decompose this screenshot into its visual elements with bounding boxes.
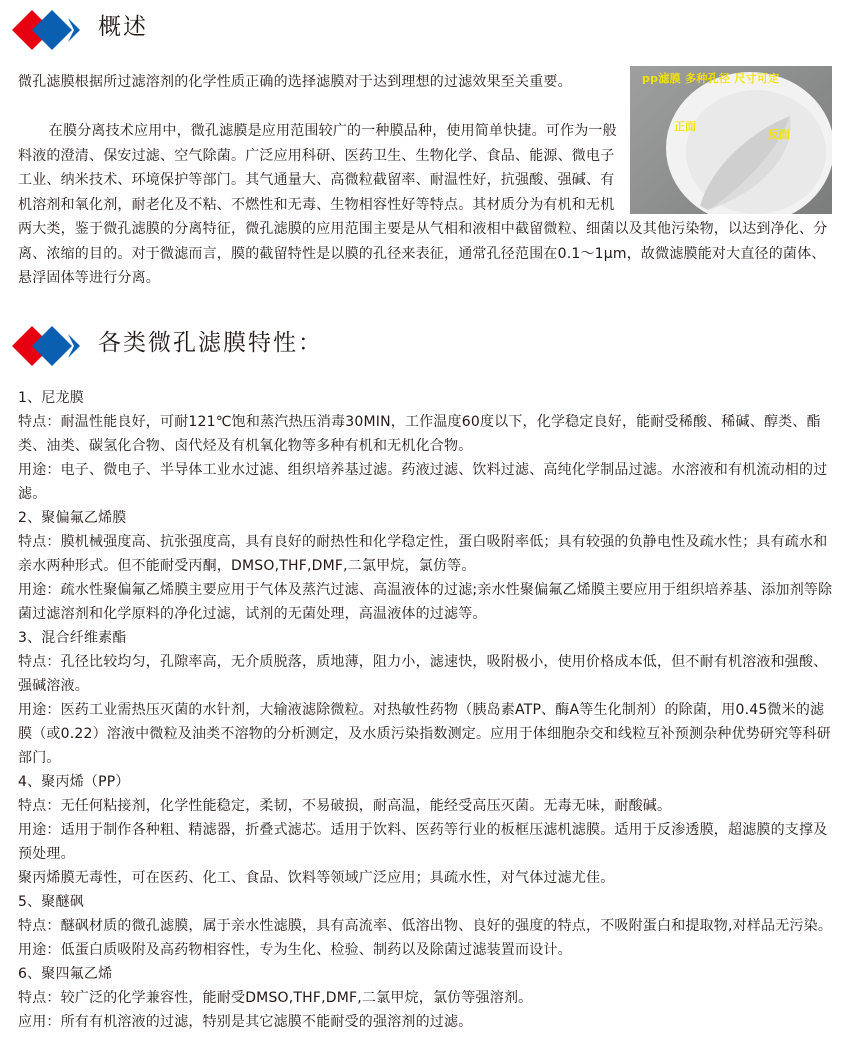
item-line: 特点：膜机械强度高、抗张强度高，具有良好的耐热性和化学稳定性，蛋白吸附率低；具有较强的负静电性及疏水性；具有疏水和亲水两种形式。但不能耐受丙酮，DMSO,THF,DMF,二氯甲烷，氯仿等。 bbox=[18, 534, 828, 574]
list-item bbox=[18, 962, 834, 1034]
item-title: 6、聚四氟乙烯 bbox=[18, 966, 113, 982]
label-front: 正面 bbox=[674, 120, 696, 133]
item-line: 用途：电子、微电子、半导体工业水过滤、组织培养基过滤。药液过滤、饮料过滤、高纯化学制品过滤。水溶液和有机流动相的过滤。 bbox=[18, 462, 828, 502]
item-line: 特点：醚砜材质的微孔滤膜，属于亲水性滤膜，具有高流率、低溶出物、良好的强度的特点，不吸附蛋白和提取物,对样品无污染。 bbox=[18, 918, 833, 934]
item-title: 1、尼龙膜 bbox=[18, 390, 84, 406]
item-title: 2、聚偏氟乙烯膜 bbox=[18, 510, 127, 526]
item-line: 应用：所有有机溶液的过滤，特别是其它滤膜不能耐受的强溶剂的过滤。 bbox=[18, 1014, 473, 1030]
item-line: 用途：医药工业需热压灭菌的水针剂，大输液滤除微粒。对热敏性药物（胰岛素ATP、酶A等生化制剂）的除菌，用0.45微米的滤膜（或0.22）溶液中微粒及油类不溶物的分析测定，及水质污染指数测定。应用于体细胞杂交和线粒互补预测杂种优势研究等科研部门。 bbox=[18, 702, 831, 766]
list-item bbox=[18, 626, 834, 770]
list-item bbox=[18, 770, 834, 890]
item-line: 特点：孔径比较均匀，孔隙率高，无介质脱落，质地薄，阻力小，滤速快，吸附极小，使用价格成本低，但不耐有机溶液和强酸、强碱溶液。 bbox=[18, 654, 828, 694]
membrane-illustration bbox=[630, 66, 832, 214]
list-item bbox=[18, 890, 834, 962]
item-line: 特点：无任何粘接剂，化学性能稳定，柔韧，不易破损，耐高温，能经受高压灭菌。无毒无味，耐酸碱。 bbox=[18, 798, 672, 814]
overview-body: 在膜分离技术应用中，微孔滤膜是应用范围较广的一种膜品种，使用简单快捷。可作为一般料液的澄清、保安过滤、空气除菌。广泛应用科研、医药卫生、生物化学、食品、能源、微电子工业、纳米技术、环境保护等部门。其气通量大、高微粒截留率、耐温性好，抗强酸、强碱、有机溶剂和氧化剂，耐老化及不粘、不燃性和无毒、生物相容性好等特点。其材质分为有机和无机两大类，鉴于微孔滤膜的分离特征，微孔滤膜的应用范围主要是从气相和液相中截留微粒、细菌以及其他污染物，以达到净化、分离、浓缩的目的。对于微滤而言，膜的截留特性是以膜的孔径来表征，通常孔径范围在0.1～1μm，故微滤膜能对大直径的菌体、悬浮固体等进行分离。 bbox=[18, 123, 828, 286]
item-line: 用途：疏水性聚偏氟乙烯膜主要应用于气体及蒸汽过滤、高温液体的过滤;亲水性聚偏氟乙烯膜主要应用于组织培养基、添加剂等除菌过滤溶剂和化学原料的净化过滤，试剂的无菌处理，高温液体的过滤等。 bbox=[18, 582, 833, 622]
item-line: 特点：较广泛的化学兼容性，能耐受DMSO,THF,DMF,二氯甲烷，氯仿等强溶剂。 bbox=[18, 990, 533, 1006]
section-title: 各类微孔滤膜特性： bbox=[98, 330, 323, 356]
membrane-photo bbox=[630, 66, 832, 214]
diamond-arrow-logo-icon bbox=[10, 324, 90, 368]
item-line: 特点：耐温性能良好，可耐121℃饱和蒸汽热压消毒30MIN，工作温度60度以下，化学稳定良好，能耐受稀酸、稀碱、醇类、酯类、油类、碳氢化合物、卤代烃及有机氧化物等多种有机和无机化合物。 bbox=[18, 414, 821, 454]
section-title: 概述 bbox=[98, 14, 148, 40]
item-line: 用途：低蛋白质吸附及高药物相容性，专为生化、检验、制药以及除菌过滤装置而设计。 bbox=[18, 942, 572, 958]
list-item bbox=[18, 506, 834, 626]
photo-caption: pp滤膜 多种孔径 尺寸可定 bbox=[642, 72, 780, 85]
intro-text: 微孔滤膜根据所过滤溶剂的化学性质正确的选择滤膜对于达到理想的过滤效果至关重要。 bbox=[18, 74, 572, 90]
item-title: 4、聚丙烯（PP） bbox=[18, 774, 130, 790]
membrane-list bbox=[18, 386, 834, 1034]
item-line: 用途：适用于制作各种粗、精滤器，折叠式滤芯。适用于饮料、医药等行业的板框压滤机滤膜。适用于反渗透膜，超滤膜的支撑及预处理。 bbox=[18, 822, 828, 862]
label-back: 反面 bbox=[768, 128, 790, 141]
item-title: 5、聚醚砜 bbox=[18, 894, 84, 910]
diamond-arrow-logo-icon bbox=[10, 8, 90, 52]
intro-paragraph bbox=[18, 70, 618, 95]
item-title: 3、混合纤维素酯 bbox=[18, 630, 127, 646]
list-item bbox=[18, 386, 834, 506]
item-line: 聚丙烯膜无毒性，可在医药、化工、食品、饮料等领域广泛应用；具疏水性，对气体过滤尤佳。 bbox=[18, 870, 615, 886]
